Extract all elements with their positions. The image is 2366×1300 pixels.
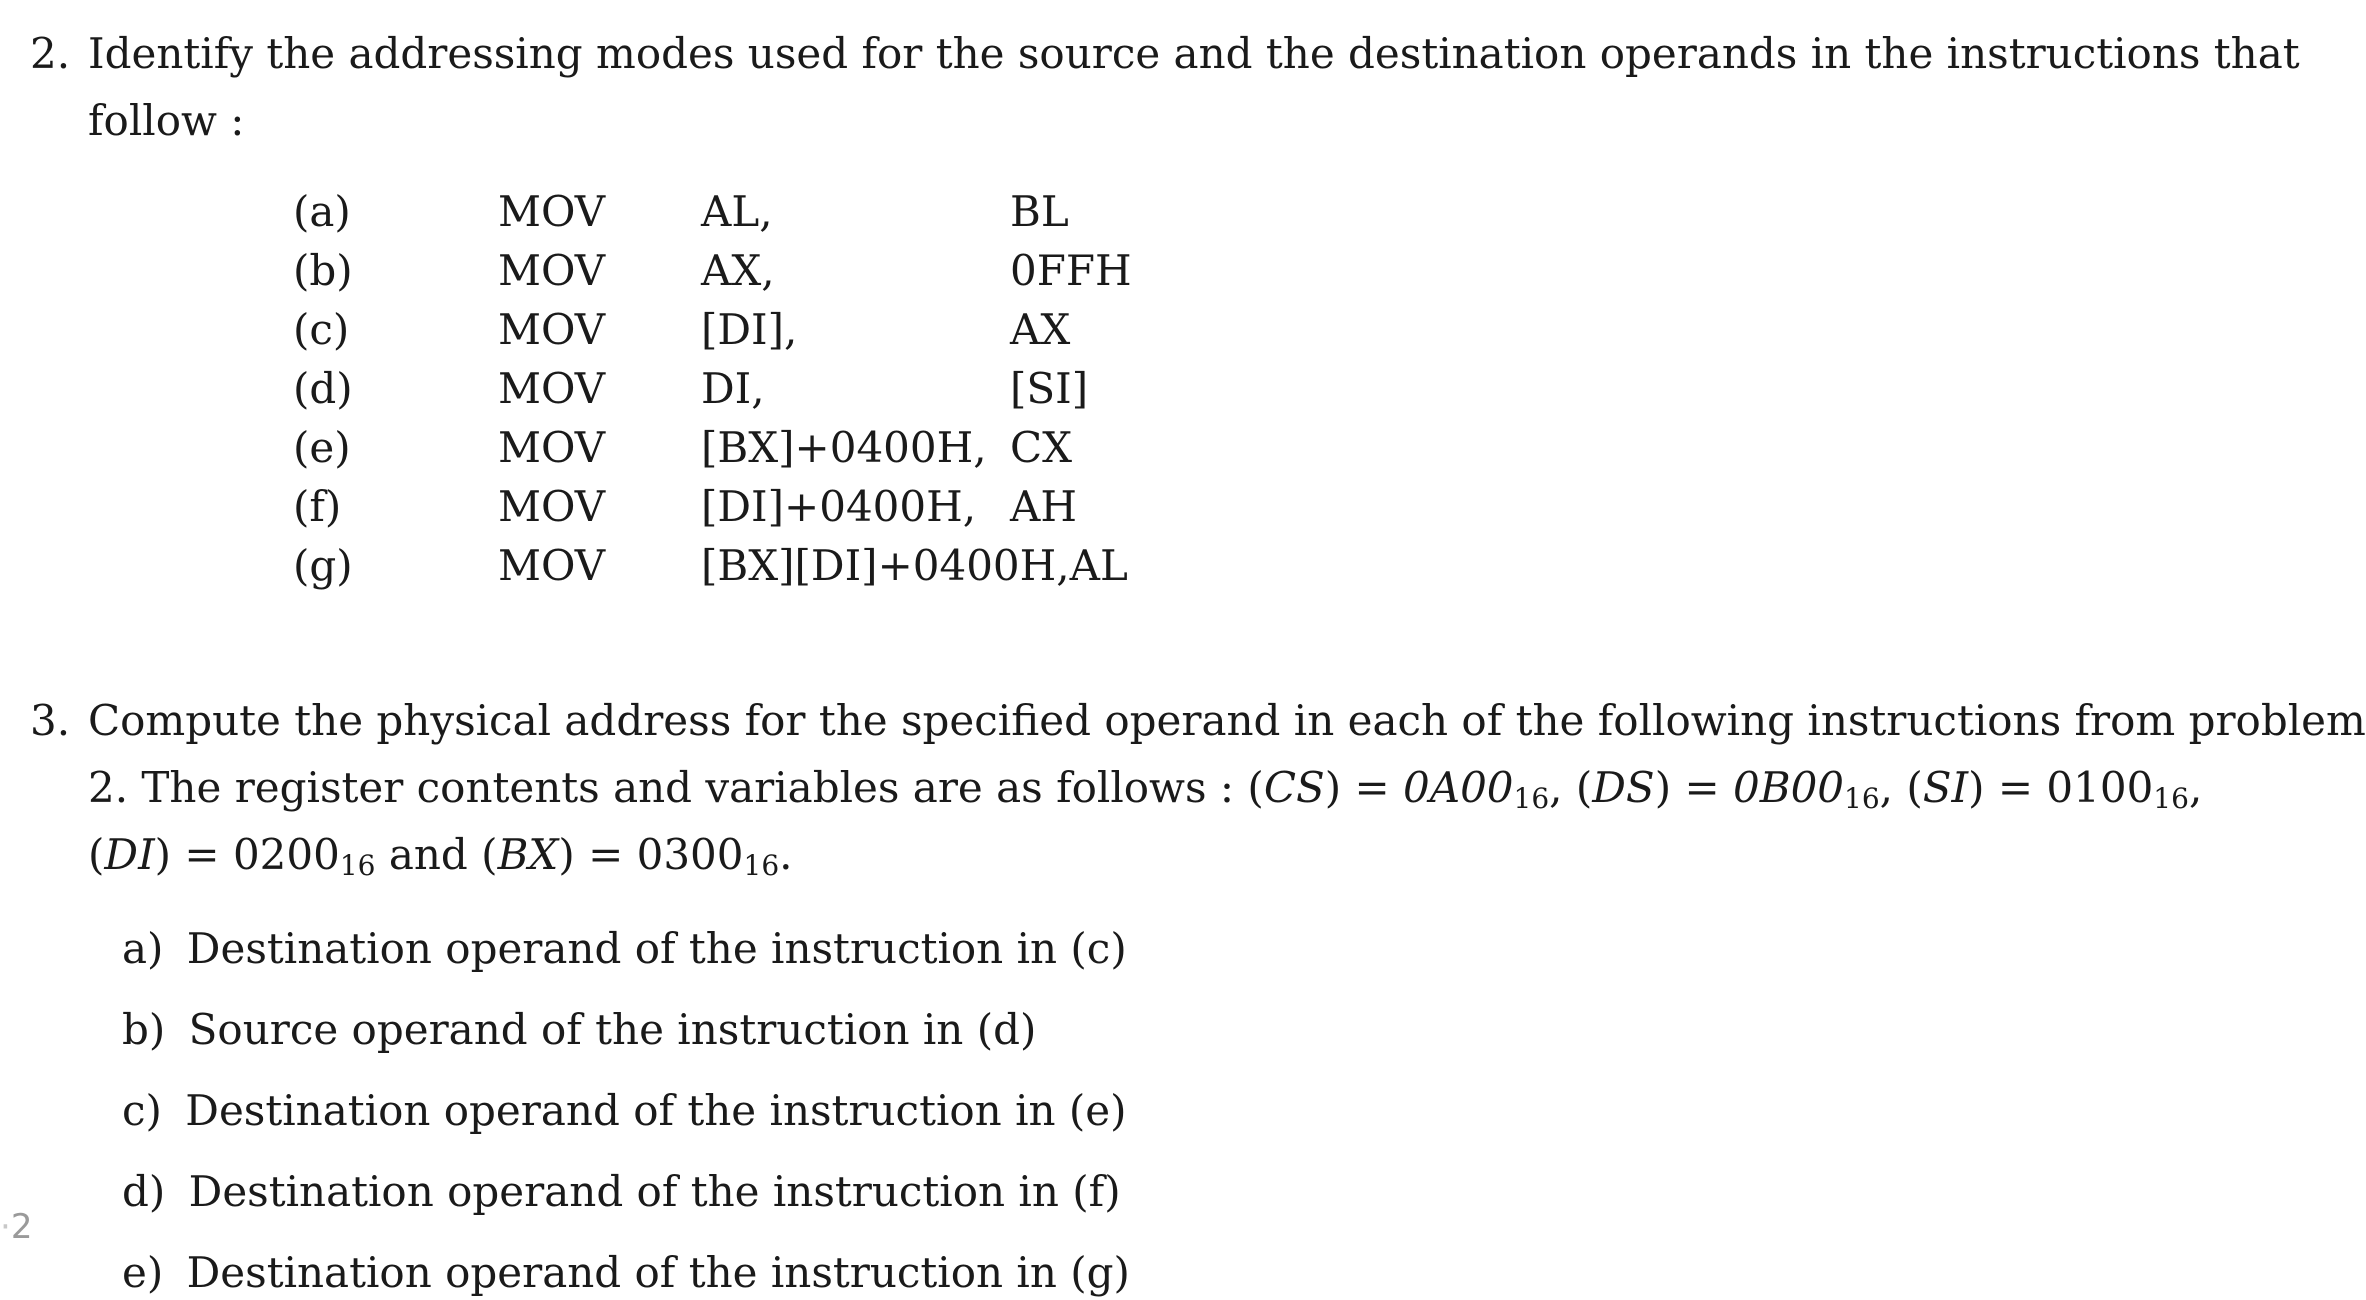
list-item bbox=[122, 924, 1127, 973]
row-opcode: MOV bbox=[498, 187, 606, 236]
page-marker-number: 2 bbox=[10, 1207, 33, 1247]
si-register-value: 0100 bbox=[2046, 763, 2154, 812]
part-text: Destination operand of the instruction in (g) bbox=[186, 1248, 1130, 1297]
row-destination: [DI], bbox=[701, 305, 798, 354]
part-text: Destination operand of the instruction in (f) bbox=[188, 1167, 1121, 1216]
bx-register-value: 0300 bbox=[636, 830, 744, 879]
problem2-question-line2: follow : bbox=[88, 96, 245, 145]
problem3-question-line1: Compute the physical address for the specified operand in each of the following instructions from problem bbox=[88, 696, 2366, 745]
row-source: BL bbox=[1010, 187, 1069, 236]
ds-register-value: 0B00 bbox=[1732, 763, 1845, 812]
ds-register-name: DS bbox=[1592, 763, 1655, 812]
di-register-value: 0200 bbox=[232, 830, 340, 879]
cs-register-name: CS bbox=[1263, 763, 1325, 812]
list-item bbox=[122, 1005, 1037, 1054]
ds-register-base: 16 bbox=[1844, 782, 1880, 815]
row-destination: [BX]+0400H, bbox=[701, 423, 987, 472]
bx-register-base: 16 bbox=[743, 849, 780, 882]
row-label: (d) bbox=[293, 364, 353, 413]
and-word: and bbox=[388, 830, 468, 879]
row-source: [SI] bbox=[1010, 364, 1089, 413]
row-opcode: MOV bbox=[498, 246, 606, 295]
cs-register-base: 16 bbox=[1513, 782, 1550, 815]
row-destination: DI, bbox=[701, 364, 765, 413]
list-item bbox=[122, 1248, 1130, 1297]
part-label: c) bbox=[122, 1086, 162, 1135]
part-label: b) bbox=[122, 1005, 166, 1054]
part-text: Source operand of the instruction in (d) bbox=[188, 1005, 1037, 1054]
register-intro: 2. The register contents and variables are as follows : bbox=[88, 763, 1235, 812]
row-label: (e) bbox=[293, 423, 351, 472]
list-item bbox=[122, 1086, 1127, 1135]
row-destination: [BX][DI]+0400H,AL bbox=[701, 541, 1128, 590]
problem2-question-line1: Identify the addressing modes used for the source and the destination operands in the instructions that bbox=[88, 29, 2300, 78]
row-label: (f) bbox=[293, 482, 342, 531]
row-source: AX bbox=[1010, 305, 1071, 354]
row-opcode: MOV bbox=[498, 482, 606, 531]
row-label: (c) bbox=[293, 305, 350, 354]
si-register-base: 16 bbox=[2153, 782, 2189, 815]
row-destination: [DI]+0400H, bbox=[701, 482, 977, 531]
row-destination: AX, bbox=[701, 246, 775, 295]
problem3-question-line2: 2. The register contents and variables are as follows : $(CS) = 0A00_{16}$, $(DS) = 0B00_{16}$, $(SI) = 0100_{16}$, bbox=[88, 763, 2203, 815]
row-opcode: MOV bbox=[498, 541, 606, 590]
page-marker bbox=[0, 1207, 32, 1247]
page-marker-tick: · bbox=[0, 1207, 11, 1247]
problem3-number: 3. bbox=[30, 696, 71, 745]
row-label: (a) bbox=[293, 187, 351, 236]
row-opcode: MOV bbox=[498, 305, 606, 354]
part-label: d) bbox=[122, 1167, 166, 1216]
row-opcode: MOV bbox=[498, 364, 606, 413]
row-label: (b) bbox=[293, 246, 353, 295]
di-register-base: 16 bbox=[339, 849, 376, 882]
row-destination: AL, bbox=[701, 187, 773, 236]
problem2-number: 2. bbox=[30, 29, 71, 78]
part-text: Destination operand of the instruction in (c) bbox=[186, 924, 1127, 973]
di-register-name: DI bbox=[104, 830, 155, 879]
row-source: AH bbox=[1010, 482, 1077, 531]
si-register-name: SI bbox=[1922, 763, 1969, 812]
bx-register-name: BX bbox=[497, 830, 559, 879]
cs-register-value: 0A00 bbox=[1403, 763, 1514, 812]
row-source: 0FFH bbox=[1010, 246, 1132, 295]
problem3-question-line3: $(DI) = 0200_{16}$ and $(BX) = 0300_{16}$. bbox=[88, 830, 793, 882]
part-text: Destination operand of the instruction in (e) bbox=[185, 1086, 1127, 1135]
part-label: e) bbox=[122, 1248, 164, 1297]
list-item bbox=[122, 1167, 1121, 1216]
row-source: CX bbox=[1010, 423, 1073, 472]
part-label: a) bbox=[122, 924, 164, 973]
row-label: (g) bbox=[293, 541, 353, 590]
row-opcode: MOV bbox=[498, 423, 606, 472]
